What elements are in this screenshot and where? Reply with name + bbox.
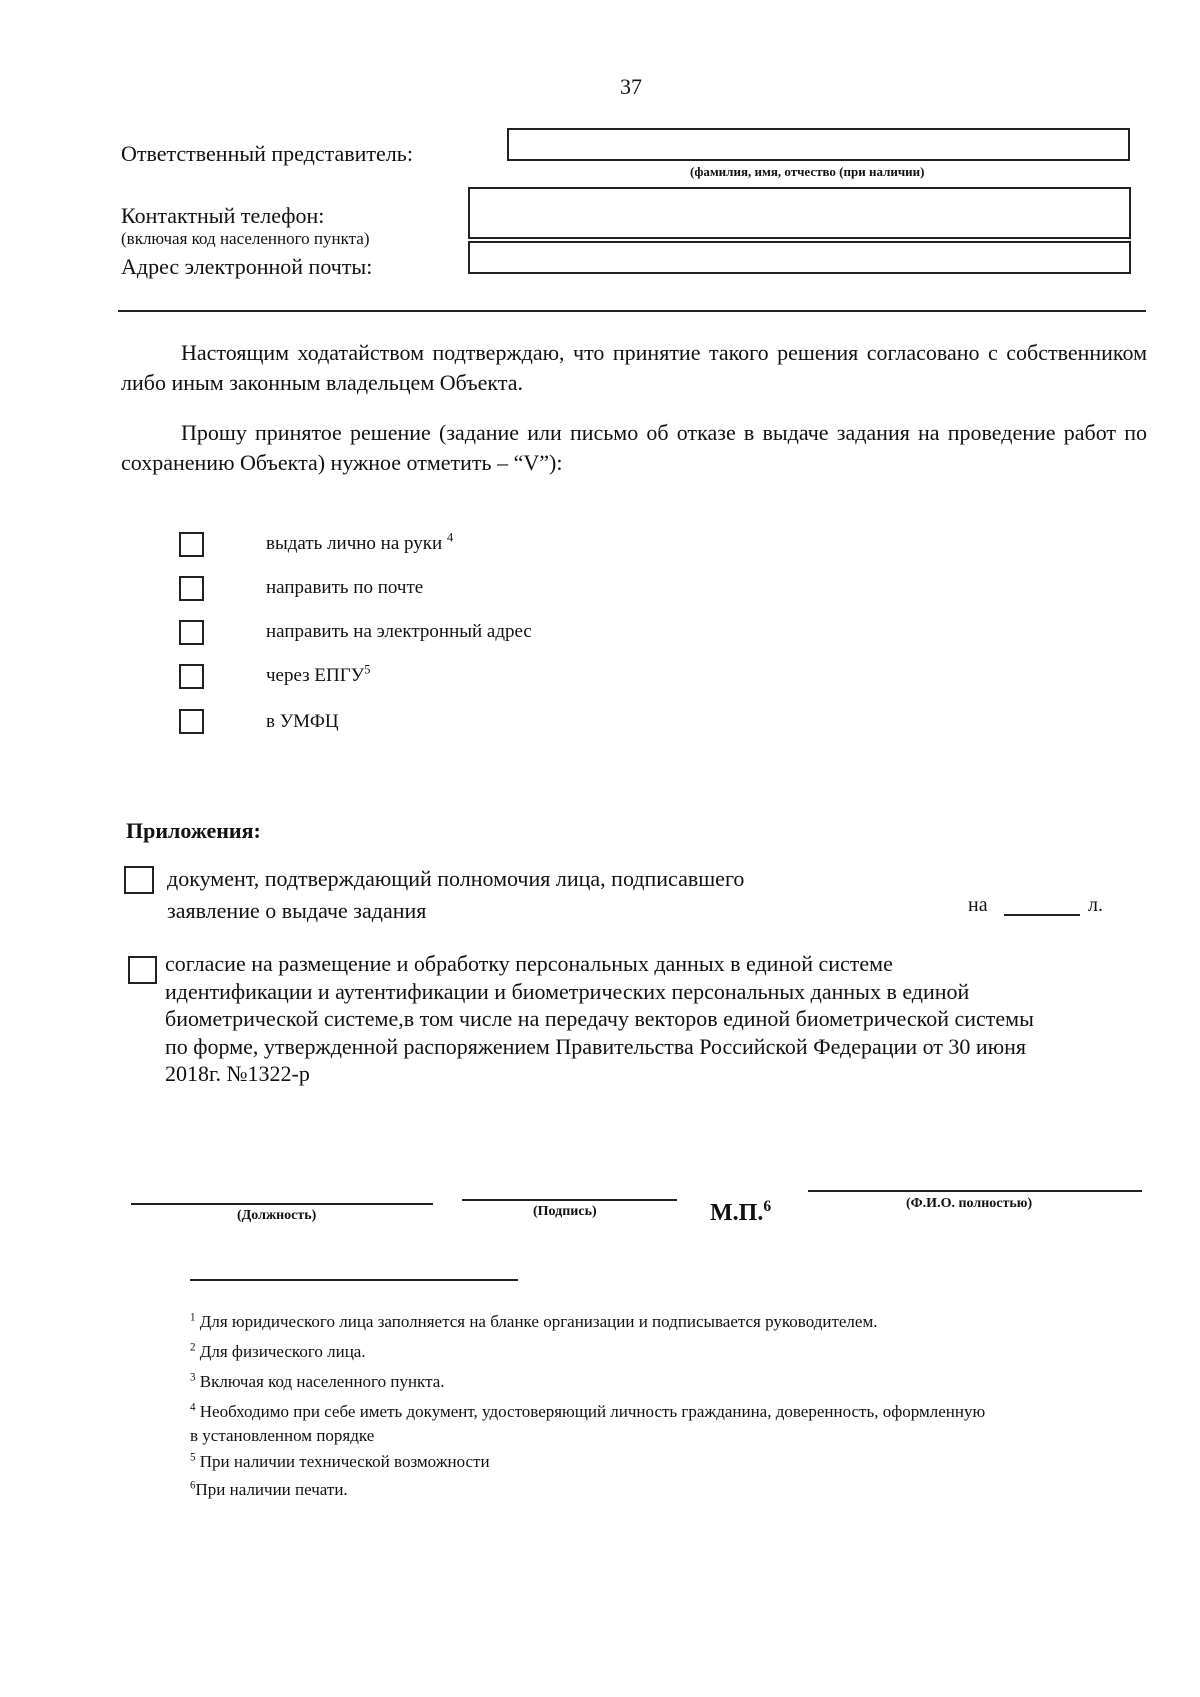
confirm-paragraph: Настоящим ходатайством подтверждаю, что принятие такого решения согласовано с собственником либо иным законным владельцем Объекта. (121, 340, 1147, 395)
attachments-title: Приложения: (126, 818, 261, 843)
request-paragraph: Прошу принятое решение (задание или письмо об отказе в выдаче задания на проведение работ по сохранению Объекта) нужное отметить – “V”): (121, 420, 1147, 475)
email-label: Адрес электронной почты: (121, 254, 373, 279)
phone-label: Контактный телефон: (121, 203, 325, 228)
attachment1-pages-line[interactable] (1004, 914, 1080, 916)
attachment1-checkbox[interactable] (124, 866, 154, 894)
footnote-item-continuation: в установленном порядке (190, 1426, 375, 1445)
phone-field[interactable] (468, 187, 1131, 239)
footnote-divider (190, 1279, 518, 1281)
attachment2-text (165, 950, 1155, 1088)
option-label-epgu: через ЕПГУ$^5$ (266, 662, 371, 686)
footnote-item: $^1$ Для юридического лица заполняется на бланке организации и подписывается руководителем. (190, 1311, 878, 1331)
attachment2-line: согласие на размещение и обработку персональных данных в единой системе (165, 951, 893, 976)
attachment2-line: по форме, утвержденной распоряжением Правительства Российской Федерации от 30 июня (165, 1033, 1027, 1059)
footnote-item: $^3$ Включая код населенного пункта. (190, 1371, 445, 1391)
email-field[interactable] (468, 241, 1131, 274)
attachment1-na: на (968, 894, 988, 916)
option-checkbox-umfc[interactable] (179, 709, 204, 734)
option-checkbox-email[interactable] (179, 620, 204, 645)
name-line[interactable] (808, 1190, 1142, 1192)
header-divider (118, 310, 1146, 312)
signature-line[interactable] (462, 1199, 677, 1201)
footnote-item: $^2$ Для физического лица. (190, 1341, 366, 1361)
responsible-label: Ответственный представитель: (121, 141, 413, 166)
footnote-item: $^6$При наличии печати. (190, 1479, 348, 1499)
responsible-caption: (фамилия, имя, отчество (при наличии) (690, 164, 925, 179)
footnote-item: $^4$ Необходимо при себе иметь документ, удостоверяющий личность гражданина, доверенность, оформленную (190, 1401, 986, 1421)
name-caption: (Ф.И.О. полностью) (906, 1196, 1033, 1211)
position-caption: (Должность) (237, 1208, 317, 1223)
attachment1-line1: документ, подтверждающий полномочия лица, подписавшего (167, 866, 745, 891)
option-checkbox-hand[interactable] (179, 532, 204, 557)
attachment1-l: л. (1088, 894, 1103, 916)
responsible-field[interactable] (507, 128, 1130, 161)
option-label-email: направить на электронный адрес (266, 621, 532, 642)
stamp-label: М.П.$^6$ (710, 1198, 772, 1226)
signature-caption: (Подпись) (533, 1204, 597, 1219)
attachment2-line: идентификации и аутентификации и биометрических персональных данных в единой (165, 978, 970, 1004)
attachment2-line: 2018г. №1322-р (165, 1061, 310, 1086)
footnote-item: $^5$ При наличии технической возможности (190, 1451, 490, 1471)
option-checkbox-epgu[interactable] (179, 664, 204, 689)
page-number: 37 (620, 74, 642, 99)
option-checkbox-post[interactable] (179, 576, 204, 601)
option-label-hand: выдать лично на руки $^4$ (266, 530, 454, 554)
attachment2-checkbox[interactable] (128, 956, 157, 984)
attachment2-line: биометрической системе,в том числе на передачу векторов единой биометрической системы (165, 1006, 1034, 1031)
option-label-umfc: в УМФЦ (266, 711, 339, 732)
phone-note: (включая код населенного пункта) (121, 229, 370, 248)
option-label-post: направить по почте (266, 577, 424, 598)
position-line[interactable] (131, 1203, 433, 1205)
footnotes (190, 1310, 1170, 1502)
attachment1-line2: заявление о выдаче задания (167, 898, 427, 923)
